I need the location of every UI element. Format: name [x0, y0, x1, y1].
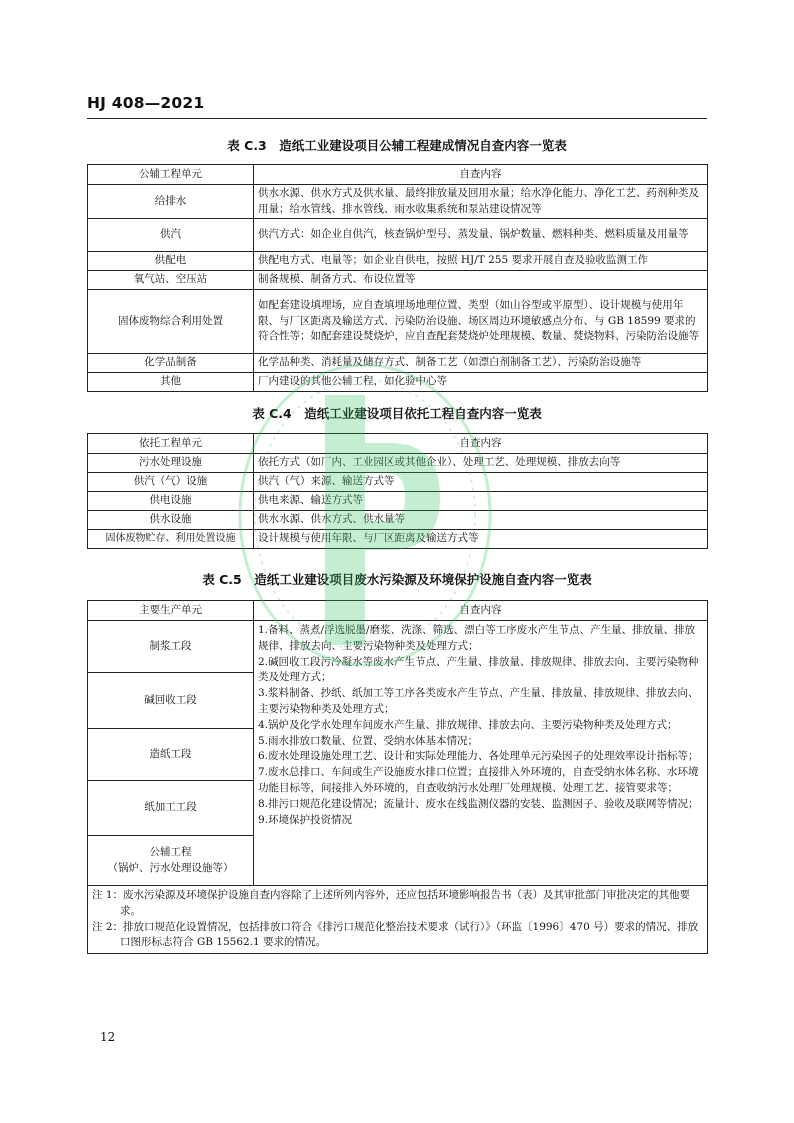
list-item: 2.碱回收工段污冷凝水等废水产生节点、产生量、排放量、排放规律、排放去向、主要污染物种类及处理方式；: [258, 655, 699, 684]
list-item: 8.排污口规范化建设情况；流量计、废水在线监测仪器的安装、监测因子、验收及联网等情况；: [258, 797, 699, 810]
table-c3-caption: 表 C.3 造纸工业建设项目公辅工程建成情况自查内容一览表: [227, 138, 567, 153]
table-c4-unit-cell: 污水处理设施: [88, 454, 254, 473]
table-c4-content-cell: 依托方式（如厂内、工业园区或其他企业）、处理工艺、处理规模、排放去向等: [254, 454, 708, 473]
table-c4: [87, 433, 708, 549]
table-c4-unit-cell: 供汽（气）设施: [88, 473, 254, 492]
table-c3-content-cell: 化学品种类、消耗量及储存方式、制备工艺（如漂白剂制备工艺）、污染防治设施等: [254, 354, 708, 373]
unit-sublabel: （锅炉、污水处理设施等）: [107, 861, 234, 874]
table-c3-content-cell: 厂内建设的其他公辅工程，如化验中心等: [254, 373, 708, 392]
table-c4-unit-cell: 供电设施: [88, 492, 254, 511]
table-c3-unit-cell: 化学品制备: [88, 354, 254, 373]
table-c5-header-unit: 主要生产单元: [88, 601, 254, 621]
table-c4-header-unit: 依托工程单元: [88, 434, 254, 454]
table-c5-caption: 表 C.5 造纸工业建设项目废水污染源及环境保护设施自查内容一览表: [202, 572, 592, 587]
table-c5: [87, 600, 708, 954]
table-c3-unit-cell: 其他: [88, 373, 254, 392]
table-c5-content-cell: [254, 621, 708, 886]
table-c4-content-cell: 设计规模与使用年限、与厂区距离及输送方式等: [254, 530, 708, 549]
table-c4-content-cell: 供电来源、输送方式等: [254, 492, 708, 511]
list-item: 4.锅炉及化学水处理车间废水产生量、排放规律、排放去向、主要污染物种类及处理方式；: [258, 718, 678, 731]
note-2: 注 2：排放口规范化设置情况，包括排放口符合《排污口规范化整治技术要求（试行）》（环监〔1996〕470 号）要求的情况、排放口图形标志符合 GB 15562.1 要求的情况。: [92, 920, 699, 949]
unit-label: 公辅工程: [149, 845, 192, 858]
table-c5-header-content: 自查内容: [254, 601, 708, 621]
page-number: 12: [100, 1030, 116, 1044]
table-c5-unit-cell: [88, 836, 254, 886]
table-c3-content-cell: 供汽方式：如企业自供汽，核查锅炉型号、蒸发量、锅炉数量、燃料种类、燃料质量及用量等: [254, 219, 708, 252]
table-c3-unit-cell: 供汽: [88, 219, 254, 252]
table-c4-header-content: 自查内容: [254, 434, 708, 454]
table-c5-notes: [88, 886, 708, 954]
list-item: 1.备料、蒸煮/浮选脱墨/磨浆、洗涤、筛选、漂白等工序废水产生节点、产生量、排放量、排放规律、排放去向、主要污染物种类及处理方式；: [258, 624, 696, 652]
table-c4-content-cell: 供水水源、供水方式、供水量等: [254, 511, 708, 530]
header-rule: [87, 118, 707, 119]
table-c5-unit-cell: 造纸工段: [88, 729, 254, 781]
note-1: 注 1：废水污染源及环境保护设施自查内容除了上述所列内容外，还应包括环境影响报告书（表）及其审批部门审批决定的其他要求。: [92, 889, 691, 917]
table-c4-content-cell: 供汽（气）来源、输送方式等: [254, 473, 708, 492]
table-c3-content-cell: 如配套建设填埋场，应自查填埋场地理位置、类型（如山谷型或平原型）、设计规模与使用年限、与厂区距离及输送方式、污染防治设施、场区周边环境敏感点分布、与 GB 18599 要求的符合性等；如配套建设焚烧炉，应自查配套焚烧炉处理规模、数量、焚烧物料、污染防治设施等: [254, 290, 708, 354]
document-code: HJ 408—2021: [87, 94, 205, 112]
table-c3-content-cell: 供配电方式、电量等；如企业自供电，按照 HJ/T 255 要求开展自查及验收监测工作: [254, 252, 708, 271]
table-c5-unit-cell: 纸加工工段: [88, 781, 254, 836]
table-c4-unit-cell: 固体废物贮存、利用处置设施: [88, 530, 254, 549]
table-c3-unit-cell: 供配电: [88, 252, 254, 271]
table-c5-unit-cell: 碱回收工段: [88, 673, 254, 729]
list-item: 6.废水处理设施处理工艺、设计和实际处理能力、各处理单元污染因子的处理效率设计指标等；: [258, 750, 699, 763]
table-c5-unit-cell: 制浆工段: [88, 621, 254, 673]
table-c3-content-cell: 制备规模、制备方式、布设位置等: [254, 271, 708, 290]
table-c4-unit-cell: 供水设施: [88, 511, 254, 530]
table-c3-unit-cell: 氧气站、空压站: [88, 271, 254, 290]
list-item: 9.环境保护投资情况: [258, 813, 353, 826]
table-c3-header-unit: 公辅工程单元: [88, 165, 254, 185]
list-item: 3.浆料制备、抄纸、纸加工等工序各类废水产生节点、产生量、排放量、排放规律、排放去向、主要污染物种类及处理方式；: [258, 687, 699, 715]
table-c3-unit-cell: 固体废物综合利用处置: [88, 290, 254, 354]
table-c3-unit-cell: 给排水: [88, 185, 254, 219]
table-c3-header-content: 自查内容: [254, 165, 708, 185]
list-item: 7.废水总排口、车间或生产设施废水排口位置；直接排入外环境的，自查受纳水体名称、水环境功能目标等，间接排入外环境的，自查收纳污水处理厂处理规模、处理工艺、接管要求等；: [258, 766, 699, 794]
table-c3-content-cell: 供水水源、供水方式及供水量、最终排放量及回用水量；给水净化能力、净化工艺、药剂种类及用量；给水管线、排水管线、雨水收集系统和泵站建设情况等: [254, 185, 708, 219]
table-c3: [87, 164, 708, 392]
table-c4-caption: 表 C.4 造纸工业建设项目依托工程自查内容一览表: [252, 406, 542, 421]
list-item: 5.雨水排放口数量、位置、受纳水体基本情况；: [258, 734, 479, 747]
